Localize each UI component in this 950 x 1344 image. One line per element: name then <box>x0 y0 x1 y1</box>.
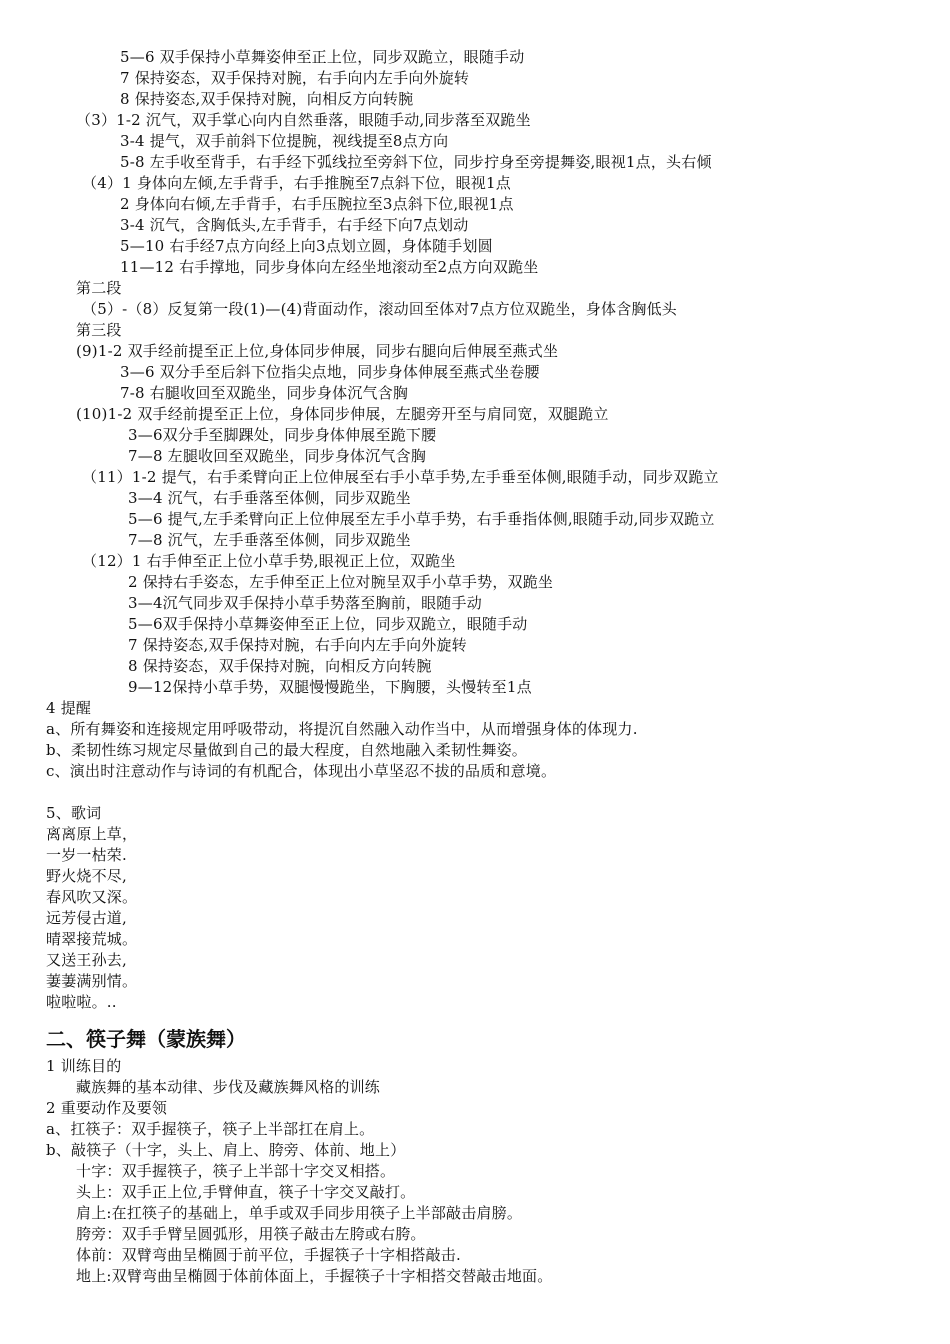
text-line: 7 保持姿态,双手保持对腕，右手向内左手向外旋转 <box>128 636 467 654</box>
lyric-line: 一岁一枯荣. <box>46 846 127 864</box>
lyric-line: 萋萋满别情。 <box>46 972 138 990</box>
text-line: 3—4沉气同步双手保持小草手势落至胸前，眼随手动 <box>128 594 482 612</box>
subsection-heading: 4 提醒 <box>46 699 92 717</box>
text-line: 3—6双分手至脚踝处，同步身体伸展至跪下腰 <box>128 426 437 444</box>
text-line: (10)1-2 双手经前提至正上位，身体同步伸展，左腿旁开至与肩同宽，双腿跪立 <box>76 405 609 423</box>
text-line: b、敲筷子（十字，头上、肩上、胯旁、体前、地上） <box>46 1141 406 1159</box>
text-line: （4）1 身体向左倾,左手背手，右手推腕至7点斜下位，眼视1点 <box>82 174 511 192</box>
subsection-heading: 2 重要动作及要领 <box>46 1099 168 1117</box>
text-line: a、所有舞姿和连接规定用呼吸带动，将提沉自然融入动作当中，从而增强身体的体现力. <box>46 720 638 738</box>
text-line: 3—6 双分手至后斜下位指尖点地，同步身体伸展至燕式坐卷腰 <box>120 363 540 381</box>
text-line: b、柔韧性练习规定尽量做到自己的最大程度，自然地融入柔韧性舞姿。 <box>46 741 528 759</box>
text-line: （5）-（8）反复第一段(1)—(4)背面动作，滚动回至体对7点方位双跪坐，身体含胸低头 <box>82 300 677 318</box>
text-line: 7 保持姿态，双手保持对腕，右手向内左手向外旋转 <box>120 69 470 87</box>
text-line: （3）1-2 沉气，双手掌心向内自然垂落，眼随手动,同步落至双跪坐 <box>76 111 531 129</box>
text-line: 7—8 左腿收回至双跪坐，同步身体沉气含胸 <box>128 447 427 465</box>
text-line: 5—6 提气,左手柔臂向正上位伸展至左手小草手势，右手垂指体侧,眼随手动,同步双跪立 <box>128 510 715 528</box>
text-line: 肩上:在扛筷子的基础上，单手或双手同步用筷子上半部敲击肩膀。 <box>76 1204 523 1222</box>
text-line: 5—10 右手经7点方向经上向3点划立圆，身体随手划圆 <box>120 237 493 255</box>
text-line: 2 身体向右倾,左手背手，右手压腕拉至3点斜下位,眼视1点 <box>120 195 514 213</box>
text-line: （11）1-2 提气，右手柔臂向正上位伸展至右手小草手势,左手垂至体侧,眼随手动，同步双跪立 <box>82 468 719 486</box>
text-line: 3-4 沉气，含胸低头,左手背手，右手经下向7点划动 <box>120 216 469 234</box>
text-line: c、演出时注意动作与诗词的有机配合，体现出小草坚忍不拔的品质和意境。 <box>46 762 557 780</box>
text-line: 11—12 右手撑地，同步身体向左经坐地滚动至2点方向双跪坐 <box>120 258 539 276</box>
text-line: 7-8 右腿收回至双跪坐，同步身体沉气含胸 <box>120 384 409 402</box>
text-line: 5-8 左手收至背手，右手经下弧线拉至旁斜下位，同步拧身至旁提舞姿,眼视1点，头右倾 <box>120 153 712 171</box>
text-line: 8 保持姿态，双手保持对腕，向相反方向转腕 <box>128 657 432 675</box>
lyric-line: 晴翠接荒城。 <box>46 930 138 948</box>
text-line: 5—6双手保持小草舞姿伸至正上位，同步双跪立，眼随手动 <box>128 615 528 633</box>
text-line: 2 保持右手姿态，左手伸至正上位对腕呈双手小草手势，双跪坐 <box>128 573 554 591</box>
text-line: 3-4 提气，双手前斜下位提腕，视线提至8点方向 <box>120 132 449 150</box>
section-label: 第三段 <box>76 321 122 339</box>
text-line: 十字：双手握筷子，筷子上半部十字交叉相搭。 <box>76 1162 396 1180</box>
text-line: 5—6 双手保持小草舞姿伸至正上位，同步双跪立，眼随手动 <box>120 48 525 66</box>
text-line: 9—12保持小草手势，双腿慢慢跪坐，下胸腰，头慢转至1点 <box>128 678 532 696</box>
text-line: （12）1 右手伸至正上位小草手势,眼视正上位，双跪坐 <box>82 552 456 570</box>
text-line: (9)1-2 双手经前提至正上位,身体同步伸展，同步右腿向后伸展至燕式坐 <box>76 342 559 360</box>
text-line: 体前：双臂弯曲呈椭圆于前平位，手握筷子十字相搭敲击. <box>76 1246 461 1264</box>
text-line: a、扛筷子：双手握筷子，筷子上半部扛在肩上。 <box>46 1120 375 1138</box>
text-line: 8 保持姿态,双手保持对腕，向相反方向转腕 <box>120 90 414 108</box>
subsection-heading: 5、歌词 <box>46 804 102 822</box>
lyric-line: 远芳侵古道, <box>46 909 127 927</box>
lyric-line: 春风吹又深。 <box>46 888 138 906</box>
text-line: 头上：双手正上位,手臂伸直，筷子十字交叉敲打。 <box>76 1183 416 1201</box>
text-line: 地上:双臂弯曲呈椭圆于体前体面上，手握筷子十字相搭交替敲击地面。 <box>76 1267 553 1285</box>
lyric-line: 野火烧不尽, <box>46 867 127 885</box>
lyric-line: 又送王孙去, <box>46 951 127 969</box>
lyric-line: 啦啦啦。.. <box>46 993 117 1011</box>
text-line: 胯旁：双手手臂呈圆弧形，用筷子敲击左胯或右胯。 <box>76 1225 426 1243</box>
text-line: 3—4 沉气，右手垂落至体侧，同步双跪坐 <box>128 489 411 507</box>
text-line: 藏族舞的基本动律、步伐及藏族舞风格的训练 <box>76 1078 381 1096</box>
subsection-heading: 1 训练目的 <box>46 1057 122 1075</box>
lyric-line: 离离原上草， <box>46 825 138 843</box>
section-label: 第二段 <box>76 279 122 297</box>
section-title: 二、筷子舞（蒙族舞） <box>46 1027 246 1051</box>
text-line: 7—8 沉气，左手垂落至体侧，同步双跪坐 <box>128 531 411 549</box>
